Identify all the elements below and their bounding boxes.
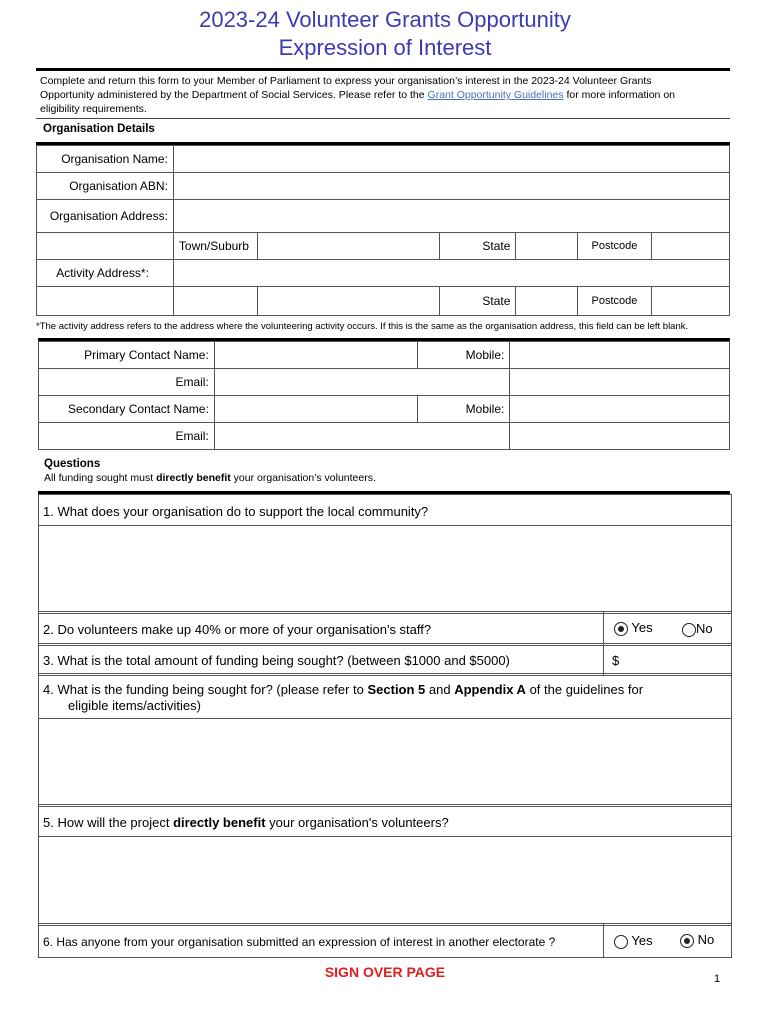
activity-state-cell[interactable]	[516, 287, 577, 316]
question-4-text: 4. What is the funding being sought for? (please refer to Section 5 and Appendix A of the guidelines for	[43, 682, 644, 697]
state-input[interactable]	[521, 235, 571, 257]
question-5-box	[38, 804, 732, 926]
activity-postcode-cell[interactable]	[652, 287, 730, 316]
activity-town-cell[interactable]	[173, 287, 257, 316]
activity-blank-cell	[37, 287, 174, 316]
postcode-input[interactable]	[657, 235, 724, 257]
activity-postcode-label: Postcode	[577, 287, 651, 316]
primary-mobile-input[interactable]	[515, 344, 724, 366]
intro-text: Complete and return this form to your Member of Parliament to express your organisation’s interest in the 2023-24 Volunteer Grants Opportunity administered by the Department of Social Services. Please refer to the Grant Opportunity Guidelines for more information on eligibility requirements.	[40, 75, 675, 115]
question-2-text: 2. Do volunteers make up 40% or more of your organisation's staff?	[43, 622, 432, 637]
question-3-box	[38, 643, 732, 676]
org-abn-label: Organisation ABN:	[37, 173, 174, 200]
org-address-input[interactable]	[179, 205, 724, 227]
page-number: 1	[714, 973, 721, 985]
secondary-email-extra-cell	[510, 423, 730, 450]
secondary-email-label: Email:	[39, 423, 215, 450]
org-abn-input[interactable]	[179, 175, 724, 197]
q6-no-label: No	[697, 932, 715, 947]
primary-email-label: Email:	[39, 369, 215, 396]
questions-subtitle: All funding sought must directly benefit your organisation’s volunteers.	[44, 472, 376, 484]
primary-contact-label: Primary Contact Name:	[39, 342, 215, 369]
activity-address-label: Activity Address*:	[37, 260, 174, 287]
town-input[interactable]	[263, 235, 434, 257]
secondary-mobile-cell[interactable]	[510, 396, 730, 423]
primary-contact-input[interactable]	[220, 344, 413, 366]
question-4-answer[interactable]	[43, 722, 729, 806]
intro-divider	[36, 118, 730, 119]
org-abn-cell[interactable]	[173, 173, 729, 200]
q3-currency: $	[612, 653, 620, 668]
q6-no-radio-icon[interactable]	[680, 934, 694, 948]
primary-email-extra-cell	[510, 369, 730, 396]
org-name-label: Organisation Name:	[37, 146, 174, 173]
primary-mobile-cell[interactable]	[510, 342, 730, 369]
activity-town-input2[interactable]	[263, 290, 434, 312]
state-cell[interactable]	[516, 233, 577, 260]
question-1-text: 1. What does your organisation do to support the local community?	[43, 504, 429, 519]
secondary-contact-label: Secondary Contact Name:	[39, 396, 215, 423]
secondary-mobile-input[interactable]	[515, 398, 724, 420]
question-4-text-line2: eligible items/activities)	[68, 698, 201, 713]
question-1-divider	[39, 525, 731, 526]
question-5-divider	[39, 836, 731, 837]
q2-no-option[interactable]	[682, 621, 713, 637]
contacts-table	[38, 341, 730, 450]
secondary-email-input[interactable]	[220, 425, 505, 447]
question-3-text: 3. What is the total amount of funding being sought? (between $1000 and $5000)	[43, 653, 510, 668]
question-3-divider	[603, 644, 604, 675]
activity-address-cell[interactable]	[173, 260, 729, 287]
primary-email-cell[interactable]	[214, 369, 510, 396]
question-1-answer[interactable]	[43, 529, 729, 613]
org-address-cell[interactable]	[173, 200, 729, 233]
question-5-answer[interactable]	[43, 840, 729, 924]
secondary-mobile-label: Mobile:	[418, 396, 510, 423]
secondary-contact-cell[interactable]	[214, 396, 418, 423]
organisation-table	[36, 145, 730, 316]
activity-state-label: State	[439, 287, 516, 316]
q3-amount-input[interactable]	[625, 648, 725, 670]
question-4-divider	[39, 718, 731, 719]
town-label: Town/Suburb	[173, 233, 257, 260]
q6-yes-label: Yes	[631, 933, 653, 948]
q6-yes-radio-icon[interactable]	[614, 935, 628, 949]
org-name-input[interactable]	[179, 148, 724, 170]
secondary-contact-input[interactable]	[220, 398, 413, 420]
postcode-cell[interactable]	[652, 233, 730, 260]
question-2-divider	[603, 612, 604, 645]
activity-town-input[interactable]	[179, 290, 252, 312]
questions-heading: Questions	[44, 458, 101, 470]
question-5-text: 5. How will the project directly benefit your organisation's volunteers?	[43, 815, 449, 830]
activity-postcode-input[interactable]	[657, 290, 724, 312]
guidelines-link[interactable]: Grant Opportunity Guidelines	[427, 89, 564, 101]
q6-yes-option[interactable]	[614, 933, 653, 949]
primary-mobile-label: Mobile:	[418, 342, 510, 369]
primary-contact-cell[interactable]	[214, 342, 418, 369]
q2-no-radio-icon[interactable]	[682, 623, 696, 637]
question-6-box	[38, 923, 732, 958]
form-title-line1: 2023-24 Volunteer Grants Opportunity	[199, 7, 571, 32]
org-address-label: Organisation Address:	[37, 200, 174, 233]
secondary-email-cell[interactable]	[214, 423, 510, 450]
question-6-divider	[603, 924, 604, 957]
town-cell[interactable]	[257, 233, 439, 260]
q6-no-option[interactable]	[680, 932, 714, 948]
question-1-box	[38, 494, 732, 614]
state-label: State	[439, 233, 516, 260]
question-2-box	[38, 611, 732, 646]
form-title-line2: Expression of Interest	[278, 35, 492, 60]
sign-over-page: SIGN OVER PAGE	[324, 964, 446, 980]
activity-state-input[interactable]	[521, 290, 571, 312]
q2-no-label: No	[696, 621, 713, 636]
q2-yes-radio-icon[interactable]	[614, 622, 628, 636]
activity-address-input[interactable]	[179, 262, 724, 284]
org-name-cell[interactable]	[173, 146, 729, 173]
primary-email-input[interactable]	[220, 371, 505, 393]
question-4-box	[38, 673, 732, 807]
q2-yes-label: Yes	[631, 620, 653, 635]
postcode-label: Postcode	[577, 233, 651, 260]
town-blank-cell	[37, 233, 174, 260]
organisation-details-heading: Organisation Details	[43, 123, 155, 135]
q2-yes-option[interactable]	[614, 620, 653, 636]
activity-address-note: *The activity address refers to the address where the volunteering activity occurs. If this is the same as the organisation address, this field can be left blank.	[36, 321, 689, 332]
activity-town-cell2[interactable]	[257, 287, 439, 316]
question-6-text: 6. Has anyone from your organisation submitted an expression of interest in another electorate ?	[43, 935, 556, 949]
title-divider	[36, 68, 730, 71]
